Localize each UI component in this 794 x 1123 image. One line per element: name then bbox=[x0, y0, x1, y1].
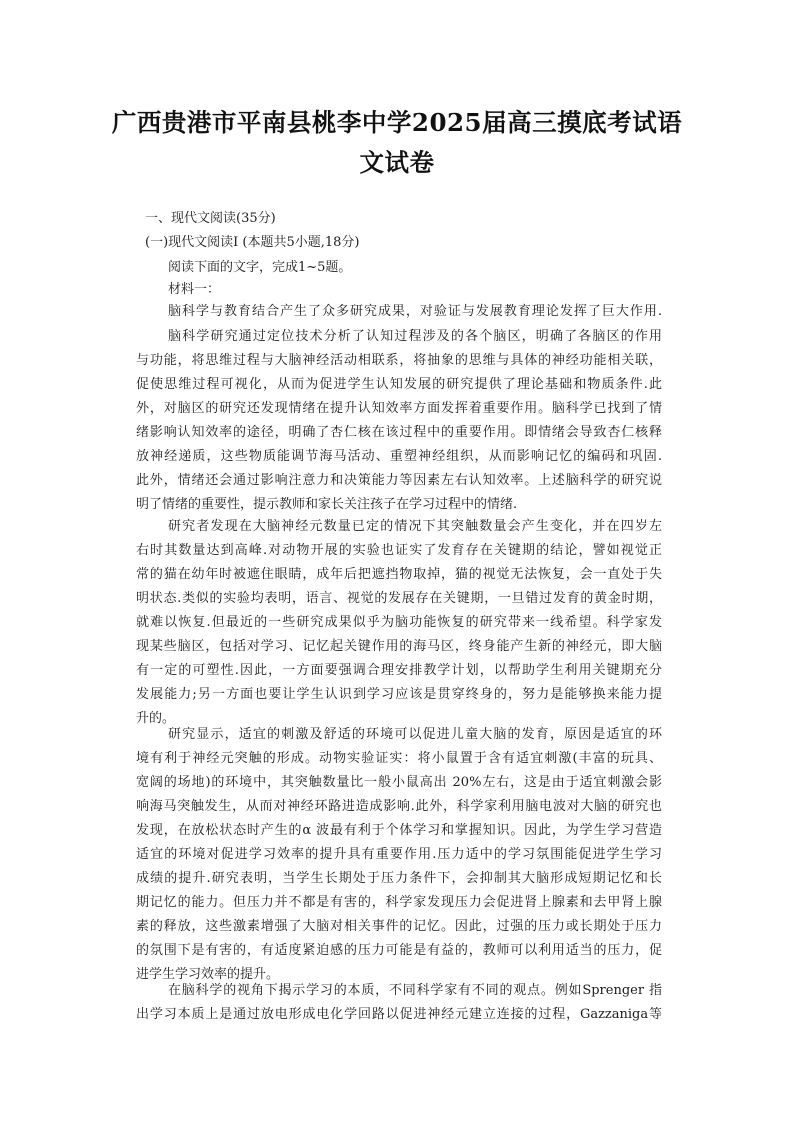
paragraph-line: 现某些脑区，包括对学习、记忆起关键作用的海马区，终身能产生新的神经元，即大脑 bbox=[136, 639, 662, 654]
paragraph-line: 研究者发现在大脑神经元数量已定的情况下其突触数量会产生变化，并在四岁左 bbox=[168, 519, 662, 534]
paragraph-line: 就难以恢复.但最近的一些研究成果似乎为脑功能恢复的研究带来一线希望。科学家发 bbox=[136, 615, 662, 630]
paragraph-line: 的氛围下是有害的，有适度紧迫感的压力可能是有益的，教师可以利用适当的压力，促 bbox=[136, 943, 662, 958]
paragraph-line: 脑科学研究通过定位技术分析了认知过程涉及的各个脑区，明确了各脑区的作用 bbox=[168, 329, 662, 344]
paragraph-line: 右时其数量达到高峰.对动物开展的实验也证实了发育存在关键期的结论，譬如视觉正 bbox=[136, 543, 662, 558]
paragraph-line: 常的猫在幼年时被遮住眼睛，成年后把遮挡物取掉，猫的视觉无法恢复，会一直处于失 bbox=[136, 567, 662, 582]
paragraph-line: 发展能力;另一方面也要让学生认识到学习应该是贯穿终身的，努力是能够换来能力提 bbox=[136, 687, 662, 702]
paragraph-line: 宽阔的场地)的环境中，其突触数量比一般小鼠高出 20%左右，这是由于适宜刺激会影 bbox=[136, 775, 662, 790]
paragraph-line: 升的。 bbox=[136, 711, 176, 726]
paragraph-line: 促使思维过程可视化，从而为促进学生认知发展的研究提供了理论基础和物质条件.此 bbox=[136, 377, 662, 392]
paragraph-line: 发现，在放松状态时产生的α 波最有利于个体学习和掌握知识。因此，为学生学习营造 bbox=[136, 823, 662, 838]
paragraph-line: 脑科学与教育结合产生了众多研究成果，对验证与发展教育理论发挥了巨大作用. bbox=[168, 304, 662, 319]
paragraph-line: 明了情绪的重要性，提示教师和家长关注孩子在学习过程中的情绪. bbox=[136, 497, 518, 512]
paragraph-line: 素的释放，这些激素增强了大脑对相关事件的记忆。因此，过强的压力或长期处于压力 bbox=[136, 919, 662, 934]
document-title-line2: 文试卷 bbox=[359, 148, 435, 177]
paragraph-line: 响海马突触发生，从而对神经环路进造成影响.此外，科学家利用脑电波对大脑的研究也 bbox=[136, 799, 662, 814]
paragraph-line: 研究显示，适宜的刺激及舒适的环境可以促进儿童大脑的发育，原因是适宜的环 bbox=[168, 727, 662, 742]
paragraph-line: 期记忆的能力。但压力并不都是有害的，科学家发现压力会促进肾上腺素和去甲肾上腺 bbox=[136, 895, 662, 910]
paragraph-line: 有一定的可塑性.因此，一方面要强调合理安排教学计划，以帮助学生利用关键期充分 bbox=[136, 663, 662, 678]
document-title-line1: 广西贵港市平南县桃李中学2025届高三摸底考试语 bbox=[111, 108, 683, 137]
paragraph-line: 明状态.类似的实验均表明，语言、视觉的发展存在关键期，一旦错过发育的黄金时期， bbox=[136, 591, 662, 606]
paragraph-line: 与功能，将思维过程与大脑神经活动相联系，将抽象的思维与具体的神经功能相关联， bbox=[136, 353, 662, 368]
paragraph-line: 绪影响认知效率的途径，明确了杏仁核在该过程中的重要作用。即情绪会导致杏仁核释 bbox=[136, 425, 662, 440]
material-label: 材料一： bbox=[168, 282, 221, 297]
reading-instruction: 阅读下面的文字，完成1~5题。 bbox=[168, 260, 352, 275]
paragraph-line: 成绩的提升.研究表明，当学生长期处于压力条件下，会抑制其大脑形成短期记忆和长 bbox=[136, 871, 662, 886]
paragraph-line: 进学生学习效率的提升。 bbox=[136, 967, 280, 982]
section-heading: 一、现代文阅读(35分) bbox=[145, 211, 276, 226]
paragraph-line: 境有利于神经元突触的形成。动物实验证实：将小鼠置于含有适宜刺激(丰富的玩具、 bbox=[136, 751, 662, 766]
paragraph-line: 在脑科学的视角下揭示学习的本质，不同科学家有不同的观点。例如Sprenger 指 bbox=[168, 983, 662, 998]
paragraph-line: 此外，情绪还会通过影响注意力和决策能力等因素左右认知效率。上述脑科学的研究说 bbox=[136, 473, 662, 488]
paragraph-line: 适宜的环境对促进学习效率的提升具有重要作用.压力适中的学习氛围能促进学生学习 bbox=[136, 847, 662, 862]
section-subheading: (一)现代文阅读Ⅰ (本题共5小题,18分) bbox=[145, 235, 360, 250]
paragraph-line: 放神经递质，这些物质能调节海马活动、重塑神经组织，从而影响记忆的编码和巩固. bbox=[136, 449, 662, 464]
paragraph-line: 出学习本质上是通过放电形成电化学回路以促进神经元建立连接的过程，Gazzaniga等 bbox=[136, 1007, 662, 1022]
paragraph-line: 外，对脑区的研究还发现情绪在提升认知效率方面发挥着重要作用。脑科学已找到了情 bbox=[136, 401, 662, 416]
